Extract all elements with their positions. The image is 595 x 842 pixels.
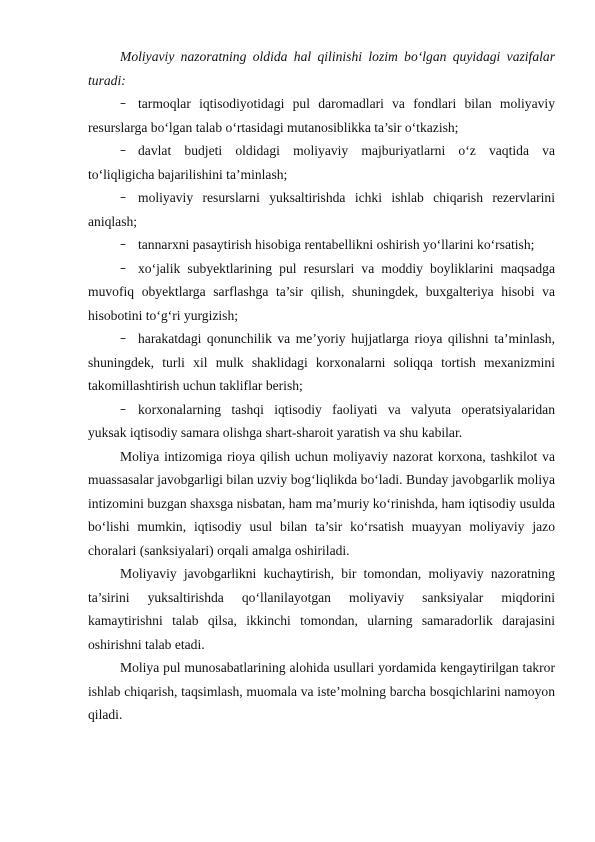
- list-item-text: davlat budjeti oldidagi moliyaviy majburiyatlarni o‘z vaqtida va to‘liqligicha bajarilishini ta’minlash;: [88, 143, 555, 182]
- dash-marker: –: [120, 260, 126, 275]
- list-item: [88, 327, 555, 398]
- list-item-text: tannarxni pasaytirish hisobiga rentabellikni oshirish yo‘llarini ko‘rsatish;: [138, 237, 535, 252]
- dash-marker: –: [120, 401, 126, 416]
- list-item: [88, 257, 555, 328]
- list-item: [88, 186, 555, 233]
- list-item: [88, 233, 555, 257]
- list-item-text: moliyaviy resurslarni yuksaltirishda ichki ishlab chiqarish rezervlarini aniqlash;: [88, 190, 555, 229]
- list-item: [88, 139, 555, 186]
- list-item: [88, 92, 555, 139]
- dash-marker: –: [120, 331, 126, 345]
- list-item-text: harakatdagi qonunchilik va me’yoriy hujjatlarga rioya qilishni ta’minlash, shuningdek, turli xil mulk shaklidagi korxonalarni soliqqa tortish mexanizmini takomillashtirish uchun takliflar berish;: [88, 331, 555, 393]
- body-paragraph: Moliya intizomiga rioya qilish uchun moliyaviy nazorat korxona, tashkilot va muassasalar javobgarligi bilan uzviy bog‘liqlikda bo‘ladi. Bunday javobgarlik moliya intizomini buzgan shaxsga nisbatan, ham ma’muriy ko‘rinishda, ham iqtisodiy usulda bo‘lishi mumkin, iqtisodiy usul bilan ta’sir ko‘rsatish muayyan moliyaviy jazo choralari (sanksiyalari) orqali amalga oshiriladi.: [88, 448, 555, 558]
- document-page: [88, 45, 555, 727]
- body-paragraph: Moliya pul munosabatlarining alohida usullari yordamida kengaytirilgan takror ishlab chiqarish, taqsimlash, muomala va iste’molning barcha bosqichlarini namoyon qiladi.: [88, 660, 555, 722]
- list-item-text: xo‘jalik subyektlarining pul resurslari va moddiy boyliklarini maqsadga muvofiq obyektlarga sarflashga ta’sir qilish, shuningdek, buxgalteriya hisobi va hisobotini to‘g‘ri yurgizish;: [88, 260, 555, 323]
- list-item-text: tarmoqlar iqtisodiyotidagi pul daromadlari va fondlari bilan moliyaviy resurslarga bo‘lgan talab o‘rtasidagi mutanosiblikka ta’sir o‘tkazish;: [88, 96, 555, 135]
- dash-marker: –: [120, 237, 126, 251]
- list-item-text: korxonalarning tashqi iqtisodiy faoliyati va valyuta operatsiyalaridan yuksak iqtisodiy samara olishga shart-sharoit yaratish va shu kabilar.: [88, 401, 555, 440]
- dash-marker: –: [120, 96, 126, 110]
- dash-marker: –: [120, 143, 126, 157]
- list-item: [88, 398, 555, 445]
- intro-paragraph: Moliyaviy nazoratning oldida hal qilinishi lozim bo‘lgan quyidagi vazifalar turadi:: [88, 49, 555, 88]
- dash-marker: –: [120, 190, 126, 204]
- body-paragraph: Moliyaviy javobgarlikni kuchaytirish, bir tomondan, moliyaviy nazoratning ta’sirini yuksaltirishda qo‘llanilayotgan moliyaviy sanksiyalar miqdorini kamaytirishni talab qilsa, ikkinchi tomondan, ularning samaradorlik darajasini oshirishni talab etadi.: [88, 566, 555, 652]
